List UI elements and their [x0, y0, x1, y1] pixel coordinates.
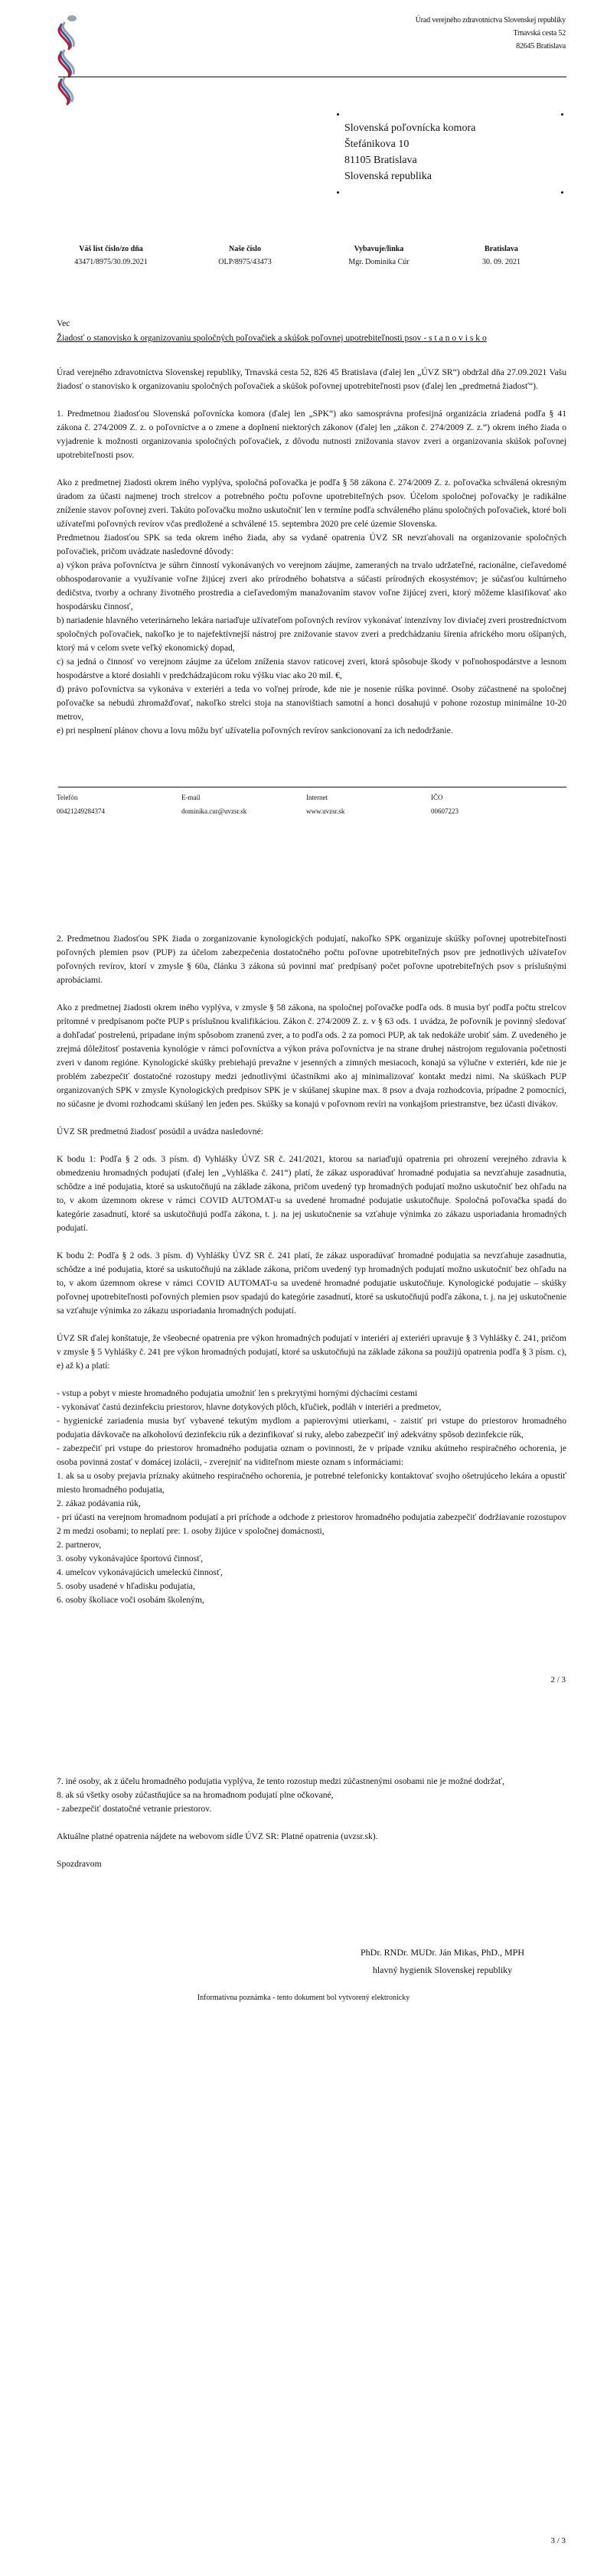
- reasons-paragraph: Ako z predmetnej žiadosti okrem iného vyplýva, spoločná poľovačka je podľa § 58 zákona č. 274/2009 Z. z. poľovačka schválená okresným úradom za účasti najmenej troch strelcov a potrebného počtu poľovne upotrebiteľných psov. Účelom spoločnej poľovačky je radikálne zníženie stavov poľovnej zveri. Takúto poľovačku možno uskutočniť len v termíne podľa schváleného plánu spoločných poľovačiek, ktoré boli užívateľmi poľovných revírov včas predložené a schválené 15. septembra 2020 pre celé územie Slovenska.: [57, 478, 566, 529]
- measure-item: 7. iné osoby, ak z účelu hromadného podujatia vyplýva, že tento rozostup medzi zúčastnenými osobami nie je možné dodržať,: [57, 1776, 505, 1786]
- reasons-paragraph: Predmetnou žiadosťou SPK sa teda okrem iného žiada, aby sa vydané opatrenia ÚVZ SR nevzťahovali na organizovanie spoločných poľovačiek, pričom uvádzate nasledovné dôvody:: [57, 533, 566, 556]
- footer-ico: [431, 791, 556, 818]
- sender-street: Trnavská cesta 52: [513, 29, 566, 37]
- recipient-line: Štefánikova 10: [344, 139, 410, 150]
- measure-item: - pri účasti na verejnom hromadnom podujatí a pri príchode a odchode z priestorov hromadného podujatia zabezpečiť dodržiavanie rozostupov 2 m medzi osobami; to neplatí pre: 1. osoby žijúce v spoločnej domácnosti,: [57, 1512, 566, 1536]
- footer-value: 00607223: [431, 807, 459, 815]
- reference-label: Váš list číslo/zo dňa: [79, 245, 143, 253]
- point-1-response: K bodu 1: Podľa § 2 ods. 3 písm. d) Vyhlášky ÚVZ SR č. 241/2021, ktorou sa nariaďujú opatrenia pri ohrození verejného zdravia k obmedzeniu hromadných podujatí (ďalej len „Vyhláška č. 241“) platí, že zákaz usporadúvať hromadné podujatia sa nevzťahuje zasadnutia, schôdze a iné podujatia, ktoré sa uskutočňujú na základe zákona, pričom uvedený typ hromadných podujatí možno uskutočniť bez ohľadu na to, v akom územnom okrese v rámci COVID AUTOMAT-u sa uvedené hromadné podujatie uskutočňuje. Spoločná poľovačka spadá do kategórie zasadnutí, ktoré sa uskutočňujú podľa zákona, t. j. na jej uskutočnenie sa vzťahuje výnimka zo zákazu usporiadania hromadných podujatí.: [57, 1154, 566, 1233]
- measure-item: - vstup a pobyt v mieste hromadného podujatia umožniť len s prekrytými hornými dýchacími cestami: [57, 1388, 418, 1398]
- footer-label: E-mail: [181, 794, 201, 801]
- measures-link-paragraph[interactable]: Aktuálne platné opatrenia nájdete na webovom sídle ÚVZ SR: Platné opatrenia (uvzsr.sk).: [57, 1831, 378, 1841]
- reference-value: Mgr. Dominika Cúr: [348, 258, 410, 266]
- recipient-line: 81105 Bratislava: [344, 155, 417, 166]
- point-1-paragraph: 1. Predmetnou žiadosťou Slovenská poľovnícka komora (ďalej len „SPK“) ako samosprávna profesijná organizácia zriadená podľa § 41 zákona č. 274/2009 Z. z. o poľovníctve a o zmene a doplnení niektorých zákonov (ďalej len „zákon č. 274/2009 Z. z.“) okrem iného žiada o vyjadrenie k možnosti organizovania spoločných poľovačiek, z dôvodu nutnosti znižovania stavov zveri a organizovania skúšok poľovnej upotrebiteľnosti psov.: [57, 409, 566, 460]
- reason-item: a) výkon práva poľovníctva je súhrn činností vykonávaných vo verejnom záujme, zameraných na trvalo udržateľné, racionálne, cieľavedomé obhospodarovanie a využívanie voľne žijúcej zveri ako prírodného bohatstva a súčasti prírodných ekosystémov; je súčasťou kultúrneho dedičstva, tvorby a ochrany životného prostredia a cieľavedomým manažovaním stavov voľne žijúcej zveri, ktorý môžeme klasifikovať ako hospodársku činnosť,: [57, 560, 566, 611]
- measure-item: - vykonávať častú dezinfekciu priestorov, hlavne dotykových plôch, kľučiek, podláh v interiéri a predmetov,: [57, 1402, 442, 1412]
- footer-value: 00421249284374: [57, 807, 105, 815]
- measure-item: - zabezpečiť pri vstupe do priestorov hromadného podujatia oznam o povinnosti, že v prípade vzniku akútneho respiračného ochorenia, je osoba povinná zostať v domácej izolácii, - zverejniť na viditeľnom mieste oznam s informáciami:: [57, 1443, 566, 1467]
- signatory-name: PhDr. RNDr. MUDr. Ján Mikas, PhD., MPH: [360, 1947, 525, 1958]
- page2-body: [57, 932, 566, 1607]
- address-window-mark: [561, 113, 563, 116]
- reference-value: OLP/8975/43473: [218, 258, 272, 266]
- address-window-mark: [561, 191, 563, 194]
- reference-our-number: [191, 243, 299, 269]
- address-window-mark: [337, 113, 339, 116]
- footer-label: Internet: [306, 794, 328, 801]
- reference-label: Naše číslo: [229, 245, 261, 253]
- recipient-line: Slovenská poľovnícka komora: [344, 122, 476, 134]
- footer-value[interactable]: dominika.cur@uvzsr.sk: [181, 807, 247, 815]
- intro-paragraph: Úrad verejného zdravotníctva Slovenskej republiky, Trnavská cesta 52, 826 45 Bratislava (ďalej len „ÚVZ SR“) obdržal dňa 27.09.2021 Vašu žiadosť o stanovisko k organizovaniu spoločných poľovačiek a skúšok poľovnej upotrebiteľnosti psov (ďalej len „predmetná žiadosť“).: [57, 367, 566, 391]
- reason-item: e) pri nesplnení plánov chovu a lovu môžu byť užívatelia poľovných revírov sankcionovaní za ich nedodržanie.: [57, 726, 453, 735]
- reference-handled-by: [329, 243, 429, 269]
- pup-paragraph: Ako z predmetnej žiadosti okrem iného vyplýva, v zmysle § 58 zákona, na spoločnej poľovačke podľa ods. 8 musia byť podľa počtu strelcov prítomné v predpísanom počte PUP s príslušnou kvalifikáciou. Zákon č. 274/2009 Z. z. v § 63 ods. 1 uvádza, že poľovník je povinný sledovať a dohľadať postrelenú, pripadane iným spôsobom zranenú zver, a to podľa ods. 2 za pomoci PUP, ak tak nedokáže urobiť sám. Z uvedeného je zrejmá dôležitosť postavenia kynológie v rámci poľovníctva a výkon práva poľovníctva je na strane druhej nástrojom regulovania početnosti zveri v danom regióne. Kynologické skúšky prebiehajú prevažne v jesenných a zimných mesiacoch, konajú sa výlučne v exteriéri, kde nie je problém zabezpečiť dostatočné rozostupy medzi jednotlivými účastníkmi ako aj minimalizovať kontakt medzi nimi. Na skúškach PUP organizovaných SPK v zmysle Kynologických predpisov SPK je v skúšanej skupine max. 8 psov a dvaja rozhodcovia, prípadne 2 pomocníci, no súčasne je dvomi rozhodcami skúšaný len jeden pes. Skúšky sa konajú v poľovnom revíri na vonkajšom priestranstve, bez účasti divákov.: [57, 1003, 566, 1109]
- recipient-address: [344, 120, 475, 184]
- address-window-mark: [337, 191, 339, 194]
- signature-block: [343, 1944, 542, 1979]
- reference-row: [61, 243, 551, 269]
- point-2-paragraph: 2. Predmetnou žiadosťou SPK žiada o zorganizovanie kynologických podujatí, nakoľko SPK organizuje skúšky poľovnej upotrebiteľnosti poľovných plemien psov (PUP) za účelom zabezpečenia dostatočného počtu poľovne upotrebiteľných psov pre jednotlivých užívateľov poľovných revírov, ktorí v zmysle § 60a, článku 3 zákona sú povinní mať predpísaný počet poľovne upotrebiteľných psov s príslušnými aprobáciami.: [57, 934, 566, 985]
- footer-label: Telefón: [57, 794, 78, 801]
- measure-item: 3. osoby vykonávajúce športovú činnosť,: [57, 1554, 204, 1564]
- sender-address: [416, 14, 566, 53]
- electronic-document-note: Informatívna poznámka - tento dokument bol vytvorený elektronicky: [197, 1994, 410, 2002]
- footer-phone: [57, 791, 181, 818]
- closing-greeting: Spozdravom: [57, 1859, 102, 1869]
- page1-body: [57, 366, 566, 738]
- measure-item: 4. umelcov vykonávajúcich umeleckú činnosť,: [57, 1567, 223, 1577]
- measure-item: 2. partnerov,: [57, 1540, 102, 1550]
- uvz-logo-icon: [57, 14, 80, 106]
- reference-label: Vybavuje/linka: [354, 245, 404, 253]
- measure-item: 2. zákaz podávania rúk,: [57, 1498, 141, 1508]
- measure-item: 5. osoby usadené v hľadisku podujatia,: [57, 1581, 195, 1591]
- sender-organization: Úrad verejného zdravotníctva Slovenskej republiky: [415, 16, 566, 24]
- measure-item: - hygienické zariadenia musia byť vybavené tekutým mydlom a papierovými utierkami, - zaistiť pri vstupe do priestorov hromadného podujatia dávkovače na alkoholovú dezinfekciu rúk a dezinfikovať si ruky, alebo zabezpečiť iný adekvátny spôsob dezinfekcie rúk,: [57, 1416, 566, 1440]
- footer-label: IČO: [431, 794, 443, 801]
- footer-value[interactable]: www.uvzsr.sk: [306, 807, 345, 815]
- measure-item: - zabezpečiť dostatočné vetranie priestorov.: [57, 1804, 212, 1814]
- footer-internet: [306, 791, 431, 818]
- reference-value: 43471/8975/30.09.2021: [74, 258, 148, 266]
- measure-item: 1. ak sa u osoby prejavia príznaky akútneho respiračného ochorenia, je potrebné telefonicky kontaktovať svojho ošetrujúceho lekára a opustiť miesto hromadného podujatia,: [57, 1471, 566, 1495]
- logo-head: [67, 15, 77, 21]
- point-2-response: K bodu 2: Podľa § 2 ods. 3 písm. d) Vyhlášky ÚVZ SR č. 241 platí, že zákaz usporadúvať hromadné podujatia sa nevzťahuje zasadnutia, schôdze a iné podujatia, ktoré sa uskutočňujú na základe zákona, pričom uvedený typ hromadných podujatí možno uskutočniť bez ohľadu na to, v akom územnom okrese v rámci COVID AUTOMAT-u sa uvedené hromadné podujatie uskutočňuje. Kynologické podujatie – skúšky poľovnej upotrebiteľnosti poľovných plemien psov spadajú do kategórie zasadnutí, ktoré sa uskutočňujú podľa zákona, t. j. na jej uskutočnenie sa vzťahuje výnimka zo zákazu usporiadania hromadných podujatí.: [57, 1251, 566, 1316]
- page-number: 2 / 3: [550, 1675, 566, 1684]
- measure-item: 8. ak sú všetky osoby zúčastňujúce sa na hromadnom podujatí plne očkované,: [57, 1790, 334, 1800]
- reference-your-letter: [61, 243, 161, 269]
- reference-date: [459, 243, 543, 269]
- recipient-line: Slovenská republika: [344, 171, 432, 182]
- subject-text: Žiadosť o stanovisko k organizovaniu spoločných poľovačiek a skúšok poľovnej upotrebiteľnosti psov - s t a n o v i s k o: [57, 333, 487, 343]
- reason-item: b) nariadenie hlavného veterinárneho lekára nariaďuje užívateľom poľovných revírov vykonávať intenzívny lov diviačej zveri prostredníctvom spoločných poľovačiek, nakoľko je to najefektívnejší nástroj pre znižovanie stavov zveri a predchádzaniu šírenia afrického moru ošípaných, ktorý má v celom svete veľký ekonomický dopad,: [57, 615, 566, 653]
- footer-contacts: [57, 791, 566, 818]
- sender-city: 82645 Bratislava: [516, 42, 566, 51]
- reference-label: Bratislava: [485, 245, 518, 253]
- reason-item: c) sa jedná o činnosť vo verejnom záujme za účelom zníženia stavov raticovej zveri, ktorá spôsobuje škody v poľnohospodárstve a lesnom hospodárstve a ktoré dosiahli v predchádzajúcom roku výšku viac ako 20 mil. €,: [57, 657, 566, 680]
- reason-item: d) právo poľovníctva sa vykonáva v exteriéri a teda vo voľnej prírode, kde nie je nosenie rúška povinné. Osoby zúčastnené na spoločnej poľovačke sa nebudú zhromažďovať, nakoľko strelci stoja na stanovištiach samotní a honci dosahujú v pohone rozostup minimálne 10-20 metrov,: [57, 684, 566, 722]
- page-number: 3 / 3: [550, 2536, 566, 2545]
- footer-email: [181, 791, 306, 818]
- assessment-paragraph: ÚVZ SR predmetnú žiadosť posúdil a uvádza nasledovné:: [57, 1127, 263, 1136]
- reference-value: 30. 09. 2021: [482, 258, 521, 266]
- signatory-title: hlavný hygienik Slovenskej republiky: [372, 1965, 513, 1975]
- page3-body: [57, 1775, 566, 1871]
- general-measures-paragraph: ÚVZ SR ďalej konštatuje, že všeobecné opatrenia pre výkon hromadných podujatí v interiéri aj exteriéri upravuje § 3 Vyhlášky č. 241, pričom v zmysle § 5 Vyhlášky č. 241 pre výkon hromadných podujatí, ktoré sa uskutočňujú na základe zákona sa použijú opatrenia podľa § 3 písm. c), e) až k) a platí:: [57, 1333, 566, 1371]
- subject-label: Vec: [57, 318, 70, 328]
- measure-item: 6. osoby školiace voči osobám školeným,: [57, 1595, 204, 1605]
